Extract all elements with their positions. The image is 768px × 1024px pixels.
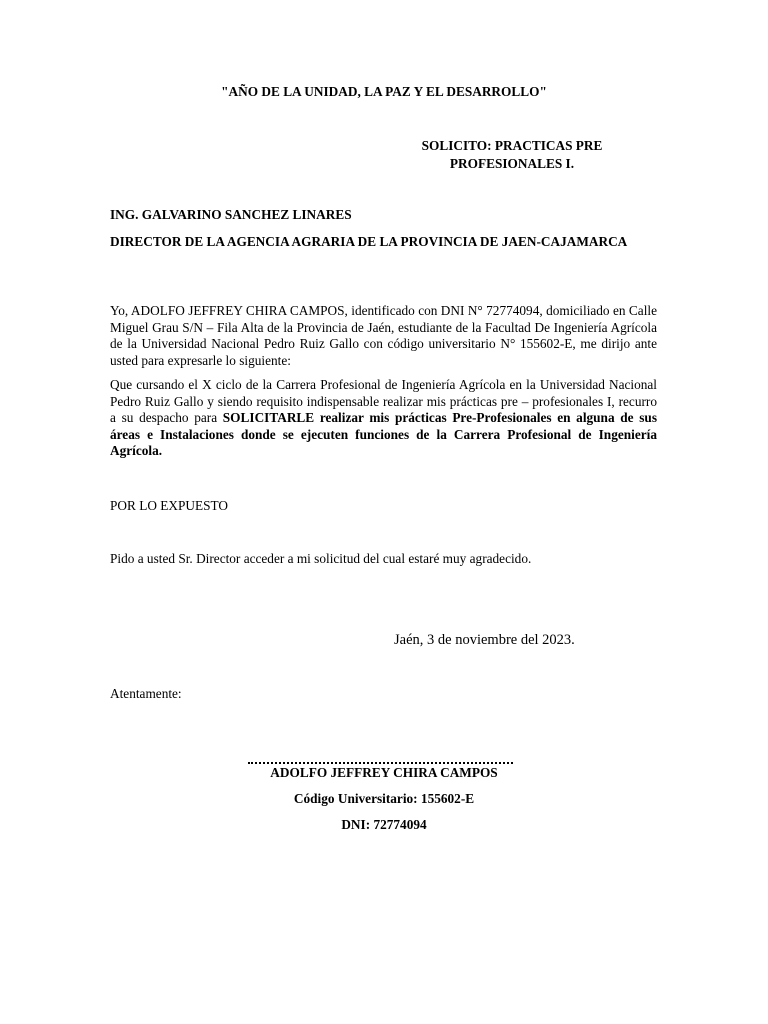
date-line: Jaén, 3 de noviembre del 2023.: [394, 632, 575, 648]
subject-block: [412, 137, 612, 173]
signer-name: ADOLFO JEFFREY CHIRA CAMPOS: [270, 765, 498, 780]
signature-line: [248, 762, 513, 764]
document-motto: "AÑO DE LA UNIDAD, LA PAZ Y EL DESARROLLO": [221, 84, 547, 99]
por-lo-expuesto: POR LO EXPUESTO: [110, 498, 228, 513]
request-text: Que cursando el X ciclo de la Carrera Profesional de Ingeniería Agrícola en la Universidad Nacional Pedro Ruiz Gallo y siendo requisito indispensable realizar mis prácticas pre – profesionales I, recurro a su despacho para: [110, 377, 657, 425]
signer-dni: DNI: 72774094: [341, 817, 427, 832]
signer-code: Código Universitario: 155602-E: [293, 791, 475, 806]
subject-line-1: SOLICITO: PRACTICAS PRE: [421, 138, 603, 153]
request-paragraph: [110, 377, 657, 460]
intro-paragraph: Yo, ADOLFO JEFFREY CHIRA CAMPOS, identificado con DNI N° 72774094, domiciliado en Calle Miguel Grau S/N – Fila Alta de la Provincia de Jaén, estudiante de la Facultad De Ingeniería Agrícola de la Universidad Nacional Pedro Ruiz Gallo con código universitario N° 155602-E, me dirijo ante usted para expresarle lo siguiente:: [110, 303, 657, 368]
recipient-name: ING. GALVARINO SANCHEZ LINARES: [110, 207, 352, 222]
subject-line-2: PROFESIONALES I.: [449, 156, 575, 171]
closing-regards: Atentamente:: [110, 686, 182, 701]
request-emphasis: SOLICITARLE realizar mis prácticas Pre-Profesionales en alguna de sus áreas e Instalaciones donde se ejecuten funciones de la Carrera Profesional de Ingeniería Agrícola.: [110, 410, 657, 458]
recipient-title: DIRECTOR DE LA AGENCIA AGRARIA DE LA PROVINCIA DE JAEN-CAJAMARCA: [110, 234, 628, 249]
petition-sentence: Pido a usted Sr. Director acceder a mi solicitud del cual estaré muy agradecido.: [110, 551, 532, 566]
